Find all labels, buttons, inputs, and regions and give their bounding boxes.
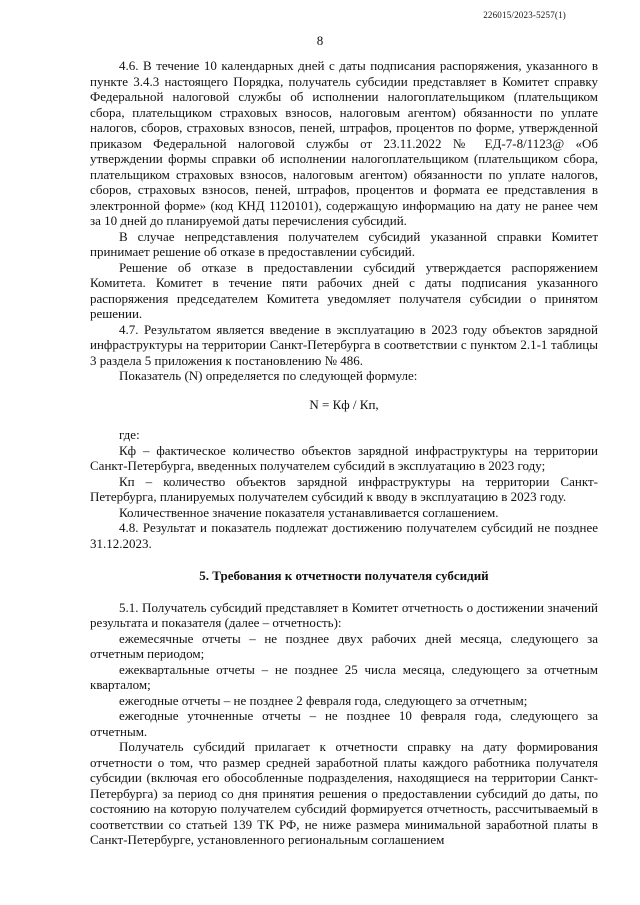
paragraph-4-7: 4.7. Результатом является введение в эксплуатацию в 2023 году объектов зарядной инфраструктуры на территории Санкт-Петербурга в соответствии с пунктом 2.1-1 таблицы 3 раздела 5 приложения к постановлению № 486. [90, 321, 598, 368]
monthly-reports: ежемесячные отчеты – не позднее двух рабочих дней месяца, следующего за отчетным периодом; [90, 630, 598, 661]
paragraph-salary-certificate: Получатель субсидий прилагает к отчетности справку на дату формирования отчетности о том, что размер средней заработной платы каждого работника получателя субсидии (включая его обособленные подразделения, находящиеся на территории Санкт-Петербурга) за период со дня принятия решения о предоставлении субсидий до даты, по состоянию на которую получателем субсидий формируется отчетность, рассчитываемый в соответствии со статьей 139 ТК РФ, не ниже размера минимальной заработной платы в Санкт-Петербурге, установленного региональным соглашением [90, 739, 598, 847]
definition-kf: Кф – фактическое количество объектов зарядной инфраструктуры на территории Санкт-Петербурга, введенных получателем субсидий в эксплуатацию в 2023 году; [90, 442, 598, 473]
annual-reports: ежегодные отчеты – не позднее 2 февраля года, следующего за отчетным; [119, 692, 528, 708]
where-label: где: [119, 427, 140, 442]
section-5-heading: 5. Требования к отчетности получателя субсидий [199, 568, 489, 583]
paragraph-indicator-value: Количественное значение показателя устанавливается соглашением. [119, 504, 499, 520]
page-number: 8 [316, 33, 324, 48]
paragraph-no-certificate: В случае непредставления получателем субсидий указанной справки Комитет принимает решение об отказе в предоставлении субсидий. [90, 228, 598, 259]
quarterly-reports: ежеквартальные отчеты – не позднее 25 числа месяца, следующего за отчетным кварталом; [90, 661, 598, 692]
paragraph-5-1: 5.1. Получатель субсидий представляет в Комитет отчетность о достижении значений результата и показателя (далее – отчетность): [90, 599, 598, 630]
paragraph-indicator-intro: Показатель (N) определяется по следующей формуле: [119, 368, 418, 383]
definition-kp: Кп – количество объектов зарядной инфраструктуры на территории Санкт-Петербурга, планируемых получателем субсидий к вводу в эксплуатацию в 2023 году. [90, 473, 598, 504]
paragraph-refusal-decision: Решение об отказе в предоставлении субсидий утверждается распоряжением Комитета. Комитет в течение пяти рабочих дней с даты подписания указанного распоряжения председателем Комитета уведомляет получателя субсидии о принятом решении. [90, 259, 598, 321]
paragraph-4-8: 4.8. Результат и показатель подлежат достижению получателем субсидий не позднее 31.12.2023. [90, 520, 598, 551]
annual-refined-reports: ежегодные уточненные отчеты – не позднее 10 февраля года, следующего за отчетным. [90, 708, 598, 739]
document-body [90, 58, 598, 848]
paragraph-4-6: 4.6. В течение 10 календарных дней с даты подписания распоряжения, указанного в пункте 3.4.3 настоящего Порядка, получатель субсидии представляет в Комитет справку Федеральной налоговой службы об исполнении налогоплательщиком (плательщиком сбора, плательщиком страховых взносов, налоговым агентом) обязанности по уплате налогов, сборов, страховых взносов, пеней, штрафов, процентов по форме, утвержденной приказом Федеральной налоговой службы от 23.11.2022 № ЕД-7-8/1123@ «Об утверждении формы справки об исполнении налогоплательщиком (плательщиком сбора, плательщиком страховых взносов, налоговым агентом) обязанности по уплате налогов, сборов, страховых взносов, пеней, штрафов, процентов и формата ее представления в электронной форме» (код КНД 1120101), содержащую информацию на дату не ранее чем за 10 дней до планируемой даты перечисления субсидий. [90, 58, 598, 228]
formula: N = Кф / Кп, [309, 396, 379, 412]
document-id: 226015/2023-5257(1) [483, 10, 566, 20]
